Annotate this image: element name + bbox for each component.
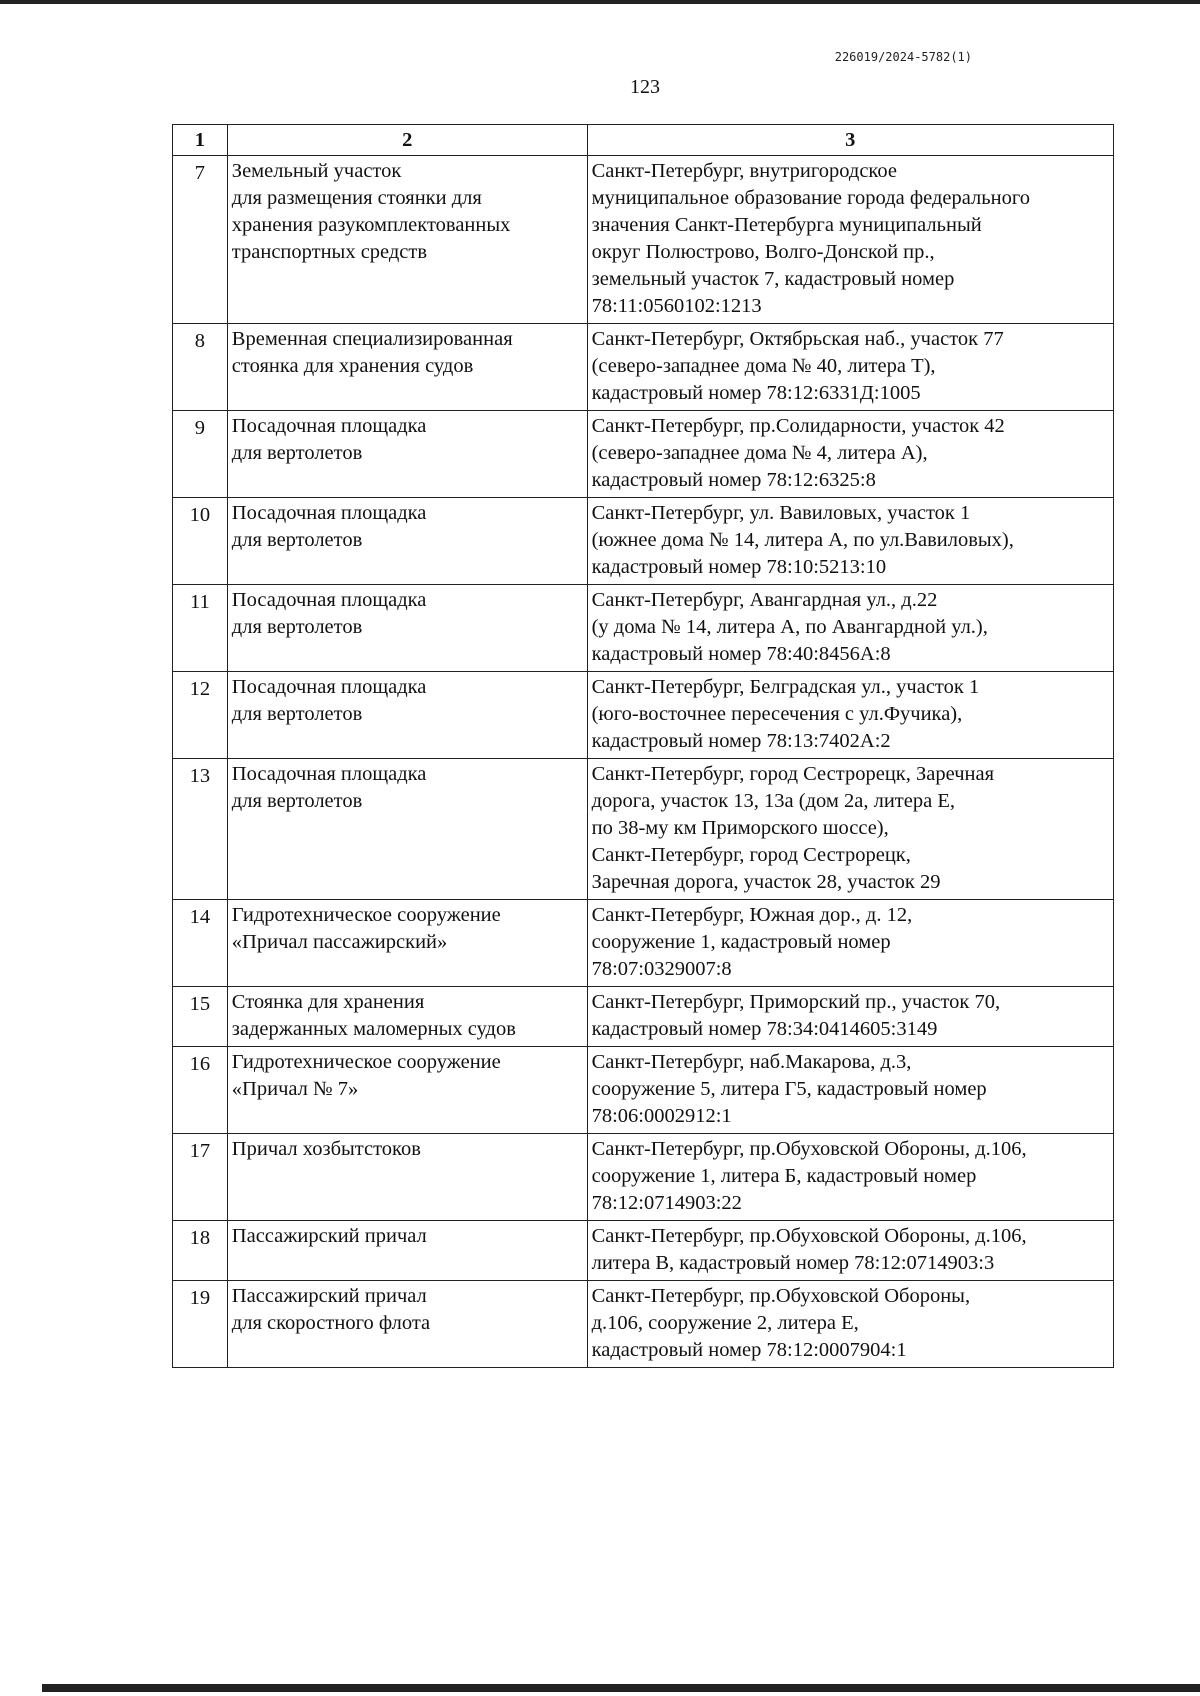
column-header-2: 2: [227, 125, 587, 156]
object-name: Пассажирский причал для скоростного флота: [231, 1285, 431, 1334]
object-name: Посадочная площадка для вертолетов: [231, 415, 427, 464]
object-name-cell: [227, 324, 587, 411]
object-name-cell: [227, 1047, 587, 1134]
object-address: Санкт-Петербург, Приморский пр., участок 70, кадастровый номер 78:34:0414605:3149: [591, 991, 1001, 1040]
object-name: Посадочная площадка для вертолетов: [231, 763, 427, 812]
object-address-cell: [587, 156, 1113, 324]
row-number: 11: [190, 591, 210, 613]
object-name-cell: [227, 585, 587, 672]
table-body: [173, 156, 1114, 1368]
object-address-cell: [587, 324, 1113, 411]
table-row: [173, 987, 1114, 1047]
row-number-cell: [173, 900, 228, 987]
object-name-cell: [227, 759, 587, 900]
column-header-3: 3: [587, 125, 1113, 156]
object-name: Стоянка для хранения задержанных маломерных судов: [231, 991, 516, 1040]
object-address: Санкт-Петербург, пр.Обуховской Обороны, д.106, литера В, кадастровый номер 78:12:0714903:3: [591, 1225, 1027, 1274]
object-address-cell: [587, 759, 1113, 900]
registration-number: 226019/2024-5782(1): [834, 50, 972, 64]
object-address-cell: [587, 987, 1113, 1047]
row-number: 8: [194, 330, 206, 352]
object-address: Санкт-Петербург, Октябрьская наб., участок 77 (северо-западнее дома № 40, литера Т), кадастровый номер 78:12:6331Д:1005: [591, 328, 1004, 404]
object-name-cell: [227, 900, 587, 987]
table-row: [173, 759, 1114, 900]
object-name-cell: [227, 411, 587, 498]
object-address-cell: [587, 1281, 1113, 1368]
row-number: 10: [189, 504, 211, 526]
object-address: Санкт-Петербург, пр.Обуховской Обороны, д.106, сооружение 1, литера Б, кадастровый номер 78:12:0714903:22: [591, 1138, 1027, 1214]
row-number-cell: [173, 156, 228, 324]
object-name: Причал хозбытстоков: [231, 1138, 421, 1160]
table-row: [173, 1221, 1114, 1281]
object-address-cell: [587, 1221, 1113, 1281]
object-address: Санкт-Петербург, Южная дор., д. 12, сооружение 1, кадастровый номер 78:07:0329007:8: [591, 904, 913, 980]
row-number: 12: [189, 678, 211, 700]
row-number: 16: [189, 1053, 211, 1075]
table-row: [173, 324, 1114, 411]
bottom-scan-rule: [42, 1684, 1200, 1692]
row-number-cell: [173, 1221, 228, 1281]
object-name: Гидротехническое сооружение «Причал пассажирский»: [231, 904, 501, 953]
objects-table: [172, 124, 1114, 1368]
page-number: 123: [630, 76, 660, 98]
row-number: 13: [189, 765, 211, 787]
table-row: [173, 672, 1114, 759]
object-address-cell: [587, 585, 1113, 672]
object-address: Санкт-Петербург, Авангардная ул., д.22 (у дома № 14, литера А, по Авангардной ул.), кадастровый номер 78:40:8456А:8: [591, 589, 988, 665]
object-address-cell: [587, 672, 1113, 759]
table-row: [173, 900, 1114, 987]
object-name-cell: [227, 498, 587, 585]
object-name: Земельный участок для размещения стоянки для хранения разукомплектованных транспортных средств: [231, 160, 511, 263]
object-name-cell: [227, 987, 587, 1047]
object-address-cell: [587, 498, 1113, 585]
row-number-cell: [173, 498, 228, 585]
object-address-cell: [587, 1047, 1113, 1134]
object-name-cell: [227, 1134, 587, 1221]
object-name-cell: [227, 156, 587, 324]
table-row: [173, 1047, 1114, 1134]
row-number-cell: [173, 411, 228, 498]
object-name: Пассажирский причал: [231, 1225, 427, 1247]
object-name: Временная специализированная стоянка для хранения судов: [231, 328, 513, 377]
object-address: Санкт-Петербург, пр.Солидарности, участок 42 (северо-западнее дома № 4, литера А), кадастровый номер 78:12:6325:8: [591, 415, 1005, 491]
row-number-cell: [173, 987, 228, 1047]
object-address-cell: [587, 411, 1113, 498]
row-number-cell: [173, 324, 228, 411]
row-number: 19: [189, 1287, 211, 1309]
object-name-cell: [227, 672, 587, 759]
table-row: [173, 1134, 1114, 1221]
object-name: Посадочная площадка для вертолетов: [231, 589, 427, 638]
top-scan-rule: [0, 0, 1200, 4]
row-number-cell: [173, 1047, 228, 1134]
object-address: Санкт-Петербург, наб.Макарова, д.3, сооружение 5, литера Г5, кадастровый номер 78:06:0002912:1: [591, 1051, 987, 1127]
row-number: 9: [194, 417, 206, 439]
object-address: Санкт-Петербург, пр.Обуховской Обороны, д.106, сооружение 2, литера Е, кадастровый номер 78:12:0007904:1: [591, 1285, 971, 1361]
table-row: [173, 585, 1114, 672]
table-row: [173, 498, 1114, 585]
object-address-cell: [587, 1134, 1113, 1221]
table-row: [173, 156, 1114, 324]
table-header-row: [173, 125, 1114, 156]
row-number-cell: [173, 672, 228, 759]
row-number: 14: [189, 906, 211, 928]
row-number-cell: [173, 759, 228, 900]
row-number: 7: [194, 162, 206, 184]
object-address: Санкт-Петербург, Белградская ул., участок 1 (юго-восточнее пересечения с ул.Фучика), кадастровый номер 78:13:7402А:2: [591, 676, 980, 752]
row-number-cell: [173, 1281, 228, 1368]
table-row: [173, 1281, 1114, 1368]
object-address: Санкт-Петербург, ул. Вавиловых, участок 1 (южнее дома № 14, литера А, по ул.Вавиловых), кадастровый номер 78:10:5213:10: [591, 502, 1014, 578]
row-number: 18: [189, 1227, 211, 1249]
row-number: 15: [189, 993, 211, 1015]
object-address: Санкт-Петербург, внутригородское муниципальное образование города федерального значения Санкт-Петербурга муниципальный округ Полюстрово, Волго-Донской пр., земельный участок 7, кадастровый номер 78:11:0560102:1213: [591, 160, 1030, 317]
row-number-cell: [173, 585, 228, 672]
row-number: 17: [189, 1140, 211, 1162]
object-name: Посадочная площадка для вертолетов: [231, 676, 427, 725]
object-address-cell: [587, 900, 1113, 987]
object-name: Посадочная площадка для вертолетов: [231, 502, 427, 551]
object-name-cell: [227, 1281, 587, 1368]
object-name: Гидротехническое сооружение «Причал № 7»: [231, 1051, 501, 1100]
table-row: [173, 411, 1114, 498]
column-header-1: 1: [173, 125, 228, 156]
row-number-cell: [173, 1134, 228, 1221]
object-address: Санкт-Петербург, город Сестрорецк, Заречная дорога, участок 13, 13а (дом 2а, литера Е, по 38-му км Приморского шоссе), Санкт-Петербург, город Сестрорецк, Заречная дорога, участок 28, участок 29: [591, 763, 995, 893]
object-name-cell: [227, 1221, 587, 1281]
